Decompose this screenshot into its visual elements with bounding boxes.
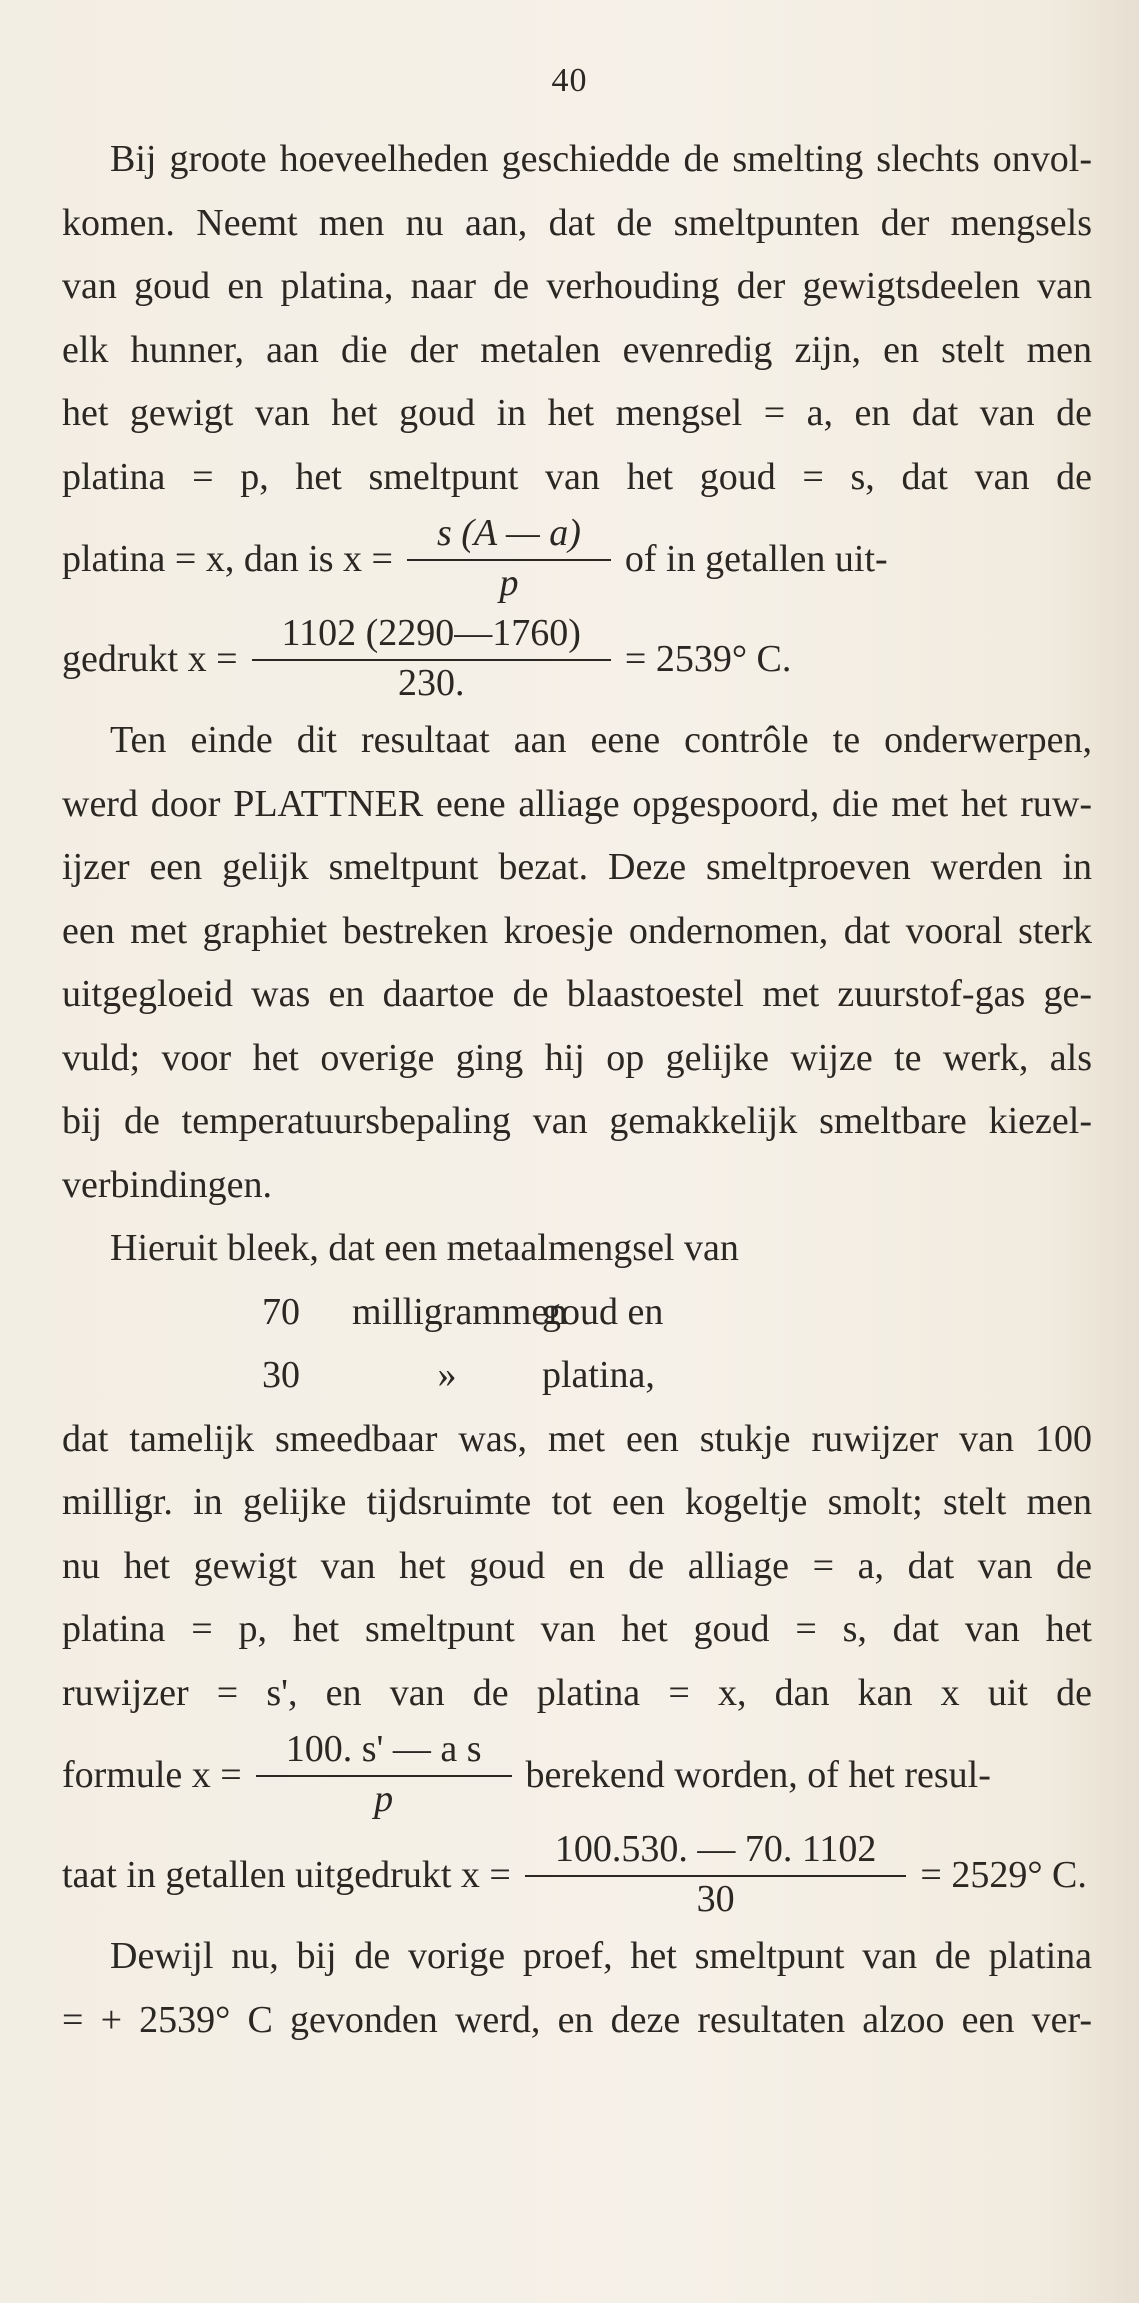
text-line: Dewijl nu, bij de vorige proef, het smeltpunt van de platina [110,1935,1092,1977]
list-row [62,1344,1092,1408]
denominator: 230. [397,662,465,704]
text-line: Ten einde dit resultaat aan eene contrôle te onderwerpen, [110,719,1092,761]
list-unit: » [437,1354,457,1396]
text-line: platina = p, het smeltpunt van het goud = s, dat van het [62,1608,1092,1650]
numerator: 100.530. — 70. 1102 [525,1829,907,1877]
text-line: het gewigt van het goud in het mengsel = a, en dat van de [62,392,1092,434]
body-text [62,128,1092,2052]
equation-suffix: = 2539° C. [624,638,792,680]
text-line: bij de temperatuursbepaling van gemakkelijk smeltbare kiezel- [62,1100,1092,1142]
text-line: nu het gewigt van het goud en de alliage = a, dat van de [62,1544,1092,1587]
text-line: dat tamelijk smeedbaar was, met een stukje ruwijzer van 100 [62,1417,1092,1460]
text-line: uitgegloeid was en daartoe de blaastoestel met zuurstof-gas ge- [62,973,1092,1015]
list-metal: platina, [542,1354,655,1396]
equation-2 [62,609,1092,709]
fraction [252,613,611,705]
list-qty: 30 [262,1354,300,1396]
text-line: ruwijzer = s', en van de platina = x, dan kan x uit de [62,1671,1092,1714]
text-line: werd door PLATTNER eene alliage opgespoord, die met het ruw- [62,782,1092,825]
text-line: Bij groote hoeveelheden geschiedde de smelting slechts onvol- [110,138,1092,180]
text-line: Hieruit bleek, dat een metaalmengsel van [110,1227,739,1269]
list-unit: milligrammen [352,1290,568,1333]
equation-4 [62,1825,1092,1925]
text-line: komen. Neemt men nu aan, dat de smeltpunten der mengsels [62,201,1092,244]
numerator: s (A — a) [407,513,611,561]
equation-1 [62,509,1092,609]
list-row [62,1281,1092,1345]
equation-prefix: taat in getallen uitgedrukt x = [62,1854,511,1896]
denominator: p [499,562,519,604]
text-line: milligr. in gelijke tijdsruimte tot een kogeltje smolt; stelt men [62,1481,1092,1523]
equation-suffix: of in getallen uit- [624,538,888,580]
equation-3 [62,1725,1092,1825]
fraction [407,513,611,605]
text-line: platina = p, het smeltpunt van het goud = s, dat van de [62,455,1092,498]
denominator: 30 [696,1878,735,1920]
text-line: verbindingen. [62,1163,273,1206]
numerator: 100. s' — a s [256,1729,512,1777]
fraction [525,1829,907,1921]
text-line: van goud en platina, naar de verhouding der gewigtsdeelen van [62,265,1092,307]
denominator: p [374,1778,394,1820]
equation-prefix: formule x = [62,1754,242,1796]
text-line: een met graphiet bestreken kroesje ondernomen, dat vooral sterk [62,909,1092,952]
equation-suffix: berekend worden, of het resul- [525,1754,991,1796]
equation-suffix: = 2529° C. [920,1854,1087,1896]
text-line: ijzer een gelijk smeltpunt bezat. Deze smeltproeven werden in [62,846,1092,888]
text-line: elk hunner, aan die der metalen evenredig zijn, en stelt men [62,328,1092,371]
numerator: 1102 (2290—1760) [252,613,611,661]
page-number: 40 [551,62,588,99]
text-line: = + 2539° C gevonden werd, en deze resultaten alzoo een ver- [62,1998,1092,2041]
text-line: vuld; voor het overige ging hij op gelijke wijze te werk, als [62,1036,1092,1079]
list-qty: 70 [262,1290,300,1333]
equation-prefix: platina = x, dan is x = [62,538,393,580]
fraction [256,1729,512,1821]
equation-prefix: gedrukt x = [62,638,238,680]
list-metal: goud en [542,1290,664,1333]
